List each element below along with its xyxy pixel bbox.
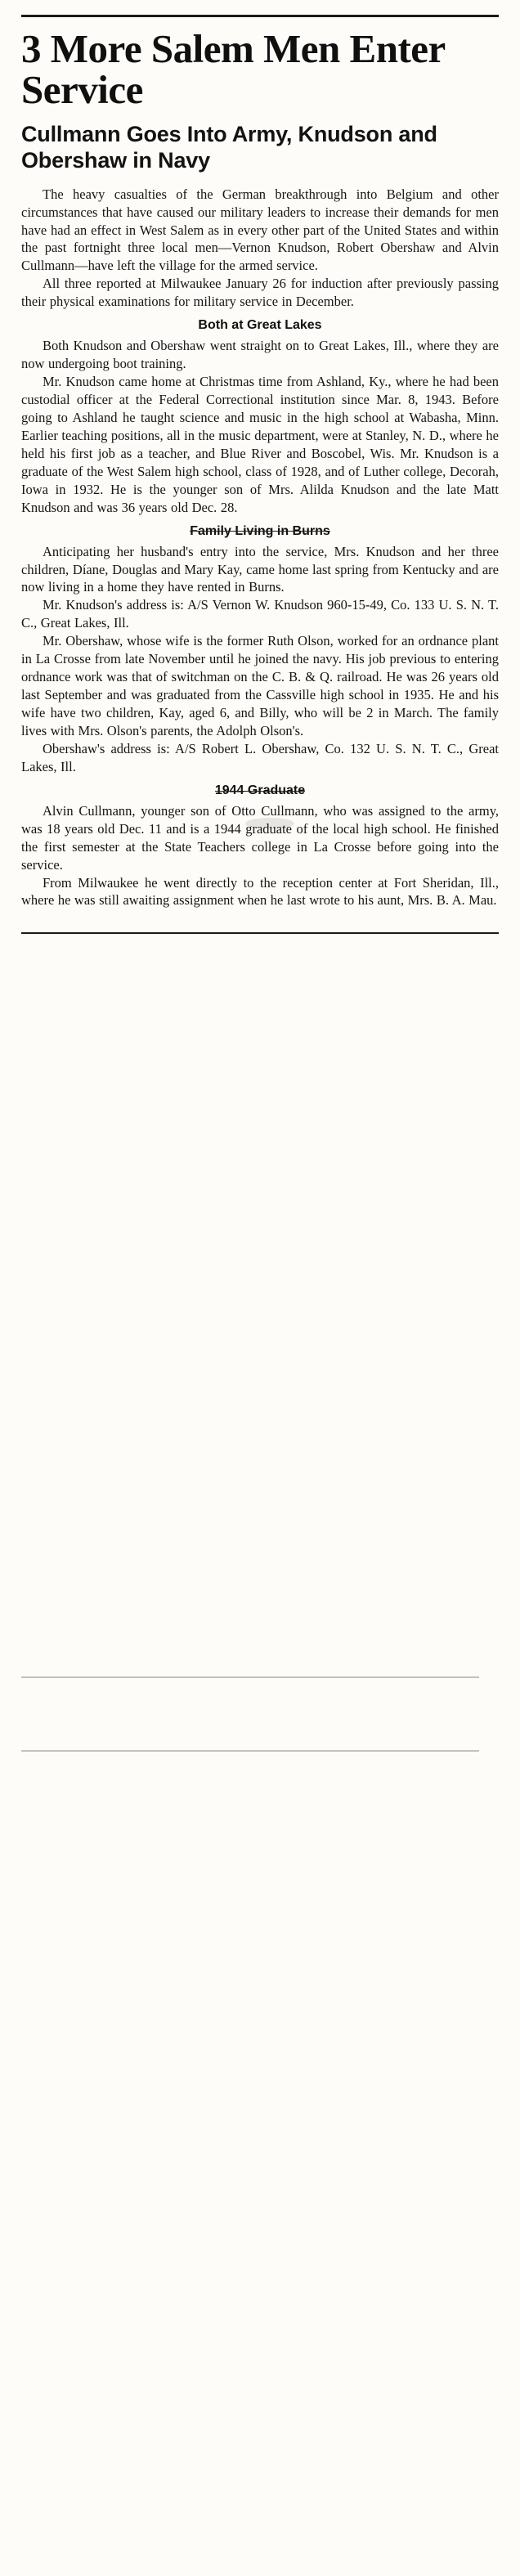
- section-heading-family-living-in-burns: [21, 524, 499, 539]
- article-subheadline: Cullmann Goes Into Army, Knudson and Obershaw in Navy: [21, 121, 437, 173]
- section-body-family-living-in-burns: [21, 543, 499, 776]
- section-body-both-at-great-lakes: [21, 337, 499, 516]
- paragraph: From Milwaukee he went directly to the reception center at Fort Sheridan, Ill., where he was still awaiting assignment when he last wrote to his aunt, Mrs. B. A. Mau.: [21, 874, 499, 909]
- top-divider-rule: [21, 15, 499, 17]
- section-heading-text: Family Living in Burns: [190, 523, 330, 538]
- section-heading-both-at-great-lakes: [21, 318, 499, 333]
- lead-paragraphs: [21, 186, 499, 312]
- section-heading-1944-graduate: [21, 783, 499, 798]
- paragraph: Both Knudson and Obershaw went straight on to Great Lakes, Ill., where they are now undergoing boot training.: [21, 338, 499, 372]
- paragraph: Mr. Obershaw, whose wife is the former Ruth Olson, worked for an ordnance plant in La Crosse from late November until he joined the navy. His job previous to entering ordnance work was that of switchman on the C. B. & Q. railroad. He was 26 years old last September and was graduated from the Cassville high school in 1935. He and his wife have two children, Kay, aged 6, and Billy, who will be 2 in March. The family lives with Mrs. Olson's parents, the Adolph Olson's.: [21, 633, 499, 738]
- paragraph: Mr. Knudson's address is: A/S Vernon W. Knudson 960-15-49, Co. 133 U. S. N. T. C., Great Lakes, Ill.: [21, 597, 499, 631]
- paragraph: Obershaw's address is: A/S Robert L. Obershaw, Co. 132 U. S. N. T. C., Great Lakes, Ill.: [21, 740, 499, 774]
- paragraph: Anticipating her husband's entry into the service, Mrs. Knudson and her three children, Díane, Douglas and Mary Kay, came home last spring from Kentucky and are now living in a home they have rented in Burns.: [21, 543, 499, 595]
- paragraph: Alvin Cullmann, younger son of Otto Cullmann, who was assigned to the army, was 18 years old Dec. 11 and is a 1944 graduate of the local high school. He finished the first semester at the State Teachers college in La Crosse before going into the service.: [21, 802, 499, 873]
- print-artifact-line: [21, 1750, 479, 1752]
- paragraph: All three reported at Milwaukee January 26 for induction after previously passing their physical examinations for military service in December.: [21, 276, 499, 310]
- bottom-divider-rule: [21, 932, 499, 934]
- page-title: 3 More Salem Men Enter Service: [21, 26, 445, 112]
- print-artifact-line: [21, 1676, 479, 1678]
- paragraph: Mr. Knudson came home at Christmas time from Ashland, Ky., where he had been custodial officer at the Federal Correctional institution since Mar. 8, 1943. Before going to Ashland he taught science and music in the high school at Wabasha, Minn. Earlier teaching positions, all in the music department, were at Stanley, N. D., where he held his first job as a teacher, and Blue River and Boscobel, Wis. Mr. Knudson is a graduate of the West Salem high school, class of 1928, and of Luther college, Decorah, Iowa in 1932. He is the younger son of Mrs. Alilda Knudson and the late Matt Knudson and was 36 years old Dec. 28.: [21, 374, 499, 515]
- section-heading-text: 1944 Graduate: [214, 783, 306, 797]
- section-heading-text: Both at Great Lakes: [198, 318, 322, 333]
- section-body-1944-graduate: [21, 802, 499, 910]
- paragraph: The heavy casualties of the German breakthrough into Belgium and other circumstances that have caused our military leaders to increase their demands for men have had an effect in West Salem as in every other part of the United States and within the past fortnight three local men—Vernon Knudson, Robert Obershaw and Alvin Cullmann—have left the village for the armed service.: [21, 186, 499, 274]
